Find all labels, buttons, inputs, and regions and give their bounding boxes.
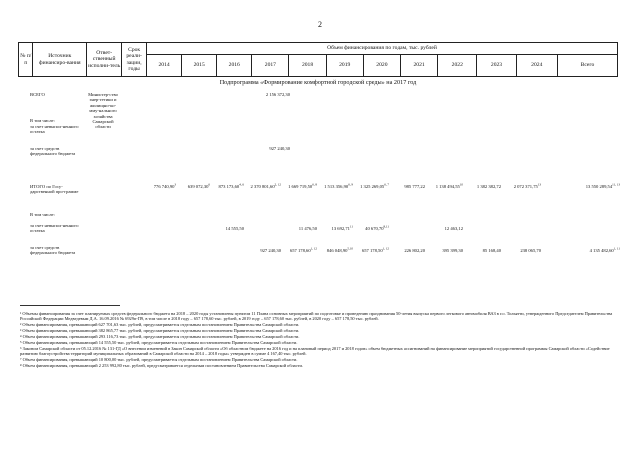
row-label-v-tom-chisle: В том числе:: [30, 118, 55, 123]
row-label-vsego: ВСЕГО: [30, 92, 45, 97]
footnote-separator: [20, 305, 120, 306]
fed-cell: 657 178,50$^{1, 12}$: [361, 246, 389, 253]
footnote: ¹ Объемы финансирования за счет планируемых средств федерального бюджета на 2018 – 2020 годы установлены пунктом 11 Плана основных мероприятий по подготовке и проведению празднования 50-летия выпуска первого легкового автомобиля ВАЗ в г.о. Тольятти, утвержденного Председателем Правительства Российской Федерации Медведевым Д.А. 16.09.2016 № 6929п-П9, в том числе в 2018 году – 657 178,60 тыс. рублей, в 2019 году – 657 178,60 тыс. рублей, в 2020 году – 657 178,50 тыс. рублей.: [20, 311, 613, 321]
itogo-cell: 639 072,30$^6$: [187, 182, 210, 189]
footnote: ² Объем финансирования, превышающий 627 701,63 тыс. рублей, предусматривается отдельным постановлением Правительства Самарской области.: [20, 322, 300, 327]
footnote: ³ Объем финансирования, превышающий 382 865,77 тыс. рублей, предусматривается отдельным постановлением Правительства Самарской области.: [20, 328, 300, 333]
nevyp-cell: 12 463,12: [444, 226, 463, 231]
nevyp-cell: 14 555,50: [225, 226, 244, 231]
footnote: ⁵ Объем финансирования, превышающий 14 555,50 тыс. рублей, предусматривается отдельным постановлением Правительства Самарской области.: [20, 340, 298, 345]
col-term: Срок реали-зации, годы: [122, 43, 147, 77]
itogo-cell: 1 669 719,50$^{6, 8}$: [288, 182, 317, 189]
itogo-cell: 1 138 494,55$^{10}$: [435, 182, 463, 189]
col-year: 2024: [516, 55, 557, 77]
col-year: 2015: [182, 55, 217, 77]
itogo-cell: 873 173,60$^{4, 6}$: [218, 182, 244, 189]
nevyp-cell: 11 476,50: [298, 226, 317, 231]
col-year: 2018: [289, 55, 326, 77]
footnote: ⁷ Объем финансирования, превышающий 10 800,00 тыс. рублей, предусматривается отдельным постановлением Правительства Самарской области.: [20, 357, 298, 362]
col-year: 2014: [147, 55, 182, 77]
itogo-cell: 1 382 382,72: [476, 184, 501, 189]
header-table: [18, 42, 618, 77]
col-year: 2016: [217, 55, 252, 77]
footnote: ⁴ Объем финансирования, превышающий 293 116,73 тыс. рублей, предусматривается отдельным постановлением Правительства Самарской области.: [20, 334, 300, 339]
cell-vsego-2017: 2 156 372,30: [265, 92, 290, 97]
fed-cell: 85 168,40: [482, 248, 501, 253]
col-year: 2020: [363, 55, 400, 77]
fed-cell: 395 399,30: [442, 248, 463, 253]
fed-cell: 4 135 482,60$^{1, 11}$: [589, 246, 620, 253]
col-executor: Ответ-ственный исполни-тель: [87, 43, 122, 77]
col-no: № п/п: [19, 43, 33, 77]
itogo-cell: 1 325 269,05$^{6, 7}$: [360, 182, 389, 189]
col-year: 2023: [477, 55, 516, 77]
page-number: 2: [318, 20, 322, 29]
col-source: Источник финансиро-вания: [33, 43, 87, 77]
executor-text: Министер-ство энер-гетики и жилищно-ко-мму-нального хозяйства Самарской области: [88, 92, 118, 130]
row-label-itogo: ИТОГО по Госу-дарственной про-грамме: [30, 184, 79, 195]
itogo-cell: 2 072 371,75$^{13}$: [513, 182, 541, 189]
row-label-fed: за счет средств федерального бюджета: [30, 146, 76, 157]
itogo-cell: 985 777,22: [404, 184, 425, 189]
itogo-cell: 776 740,90$^3$: [153, 182, 176, 189]
itogo-cell: 13 550 289,54$^{11, 13}$: [585, 182, 620, 189]
itogo-cell: 2 370 801,60$^{2, 12}$: [250, 182, 281, 189]
footnote: ⁸ Объем финансирования, превышающий 2 253 992,80 тыс. рублей, предусматривается отдельным постановлением Правительства Самарской области.: [20, 363, 303, 368]
itogo-cell: 1 513 356,90$^{6, 9}$: [324, 182, 353, 189]
col-year: 2022: [438, 55, 477, 77]
row-label-nevyp-2: за счет невыпол-ненного остатка: [30, 223, 79, 234]
fed-cell: 927 240,30: [260, 248, 281, 253]
col-volume-title: Объем финансирования по годам, тыс. рублей: [147, 43, 618, 55]
nevyp-cell: 13 692,71$^{11}$: [331, 224, 353, 231]
row-label-fed-2: за счет средств федерального бюджета: [30, 245, 76, 256]
col-year: 2021: [400, 55, 437, 77]
fed-cell: 226 802,20: [404, 248, 425, 253]
cell-fed-2017: 927 240,30: [269, 146, 290, 151]
nevyp-cell: 40 670,70$^{8,11}$: [365, 224, 389, 231]
fed-cell: 657 178,60$^{1, 12}$: [289, 246, 317, 253]
row-label-v-tom-chisle-2: В том числе:: [30, 212, 55, 217]
col-total: Всего: [557, 55, 617, 77]
col-year: 2017: [252, 55, 289, 77]
footnote: ⁶ Законом Самарской области от 05.12.2016 № 131-ГД «О внесении изменений в Закон Самарской области «Об областном бюджете на 2016 год и на плановый период 2017 и 2018 годов» объем бюджетных ассигнований на финансирование мероприятий государственной программы Самарской области «Содействие развитию благоустройства территорий муниципальных образований в Самарской области на 2014 – 2018 годы» утвержден в сумме 4 167,40 тыс. рублей.: [20, 346, 610, 356]
fed-cell: 846 048,90$^{5,10}$: [326, 246, 353, 253]
col-year: 2019: [326, 55, 363, 77]
subprogram-title: Подпрограмма «Формирование комфортной городской среды» на 2017 год: [219, 79, 417, 86]
row-label-nevyp: за счет невыпол-ненного остатка: [30, 124, 79, 135]
fed-cell: 238 065,70: [520, 248, 541, 253]
